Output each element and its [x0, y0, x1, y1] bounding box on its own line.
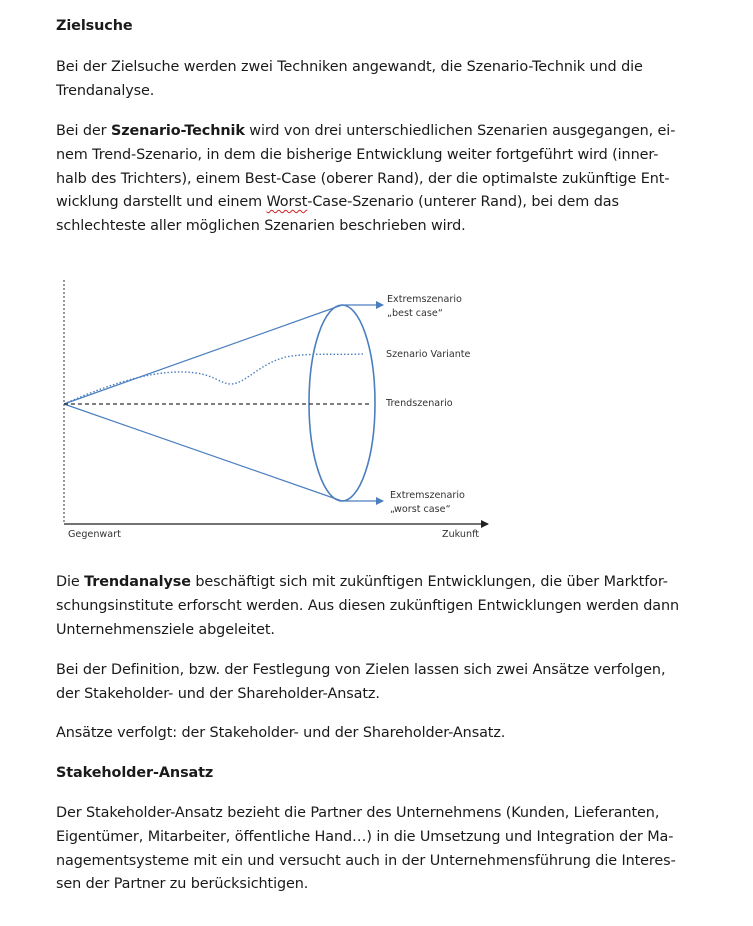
- paragraph-line: der Stakeholder- und der Shareholder-Ansatz.: [56, 686, 380, 702]
- text-run: wicklung darstellt und einem: [56, 194, 267, 210]
- paragraph-line: Bei der Definition, bzw. der Festlegung von Zielen lassen sich zwei Ansätze verfolgen,: [56, 662, 666, 678]
- heading-zielsuche: Zielsuche: [56, 18, 133, 34]
- variant-curve: [64, 354, 363, 404]
- term-trendanalyse: Trendanalyse: [84, 574, 191, 590]
- paragraph-line: schungsinstitute erforscht werden. Aus diesen zukünftigen Entwicklungen werden dann: [56, 598, 680, 614]
- label-extremszenario-worst: Extremszenario: [390, 490, 465, 501]
- best-case-line: [64, 305, 342, 404]
- paragraph-line: [56, 190, 619, 214]
- paragraph-line: Der Stakeholder-Ansatz bezieht die Partner des Unternehmens (Kunden, Lieferanten,: [56, 805, 660, 821]
- paragraph-line: [56, 119, 675, 143]
- paragraph-line: nem Trend-Szenario, in dem die bisherige Entwicklung weiter fortgeführt wird (inner-: [56, 147, 659, 163]
- worst-case-line: [64, 404, 342, 501]
- label-extremszenario-best: Extremszenario: [387, 294, 462, 305]
- paragraph-line: Unternehmensziele abgeleitet.: [56, 622, 275, 638]
- label-zukunft: Zukunft: [442, 529, 480, 540]
- paragraph-line: nagementsysteme mit ein und versucht auch in der Unternehmensführung die Interes-: [56, 853, 676, 869]
- label-best-case: „best case“: [387, 308, 443, 319]
- paragraph-line: sen der Partner zu berücksichtigen.: [56, 876, 309, 892]
- paragraph-line: schlechteste aller möglichen Szenarien beschrieben wird.: [56, 218, 466, 234]
- text-run: Bei der: [56, 123, 111, 139]
- paragraph-line: halb des Trichters), einem Best-Case (oberer Rand), der die optimalste zukünftige Ent-: [56, 171, 670, 187]
- text-run: wird von drei unterschiedlichen Szenarien ausgegangen, ei-: [244, 123, 676, 139]
- text-run: Die: [56, 574, 85, 590]
- label-gegenwart: Gegenwart: [68, 529, 121, 540]
- heading-stakeholder-ansatz: Stakeholder-Ansatz: [56, 765, 214, 781]
- scenario-funnel-figure: [56, 276, 496, 546]
- paragraph-line: Bei der Zielsuche werden zwei Techniken angewandt, die Szenario-Technik und die: [56, 59, 643, 75]
- spelling-error-word[interactable]: Worst: [266, 194, 308, 210]
- text-run: beschäftigt sich mit zukünftigen Entwicklungen, die über Marktfor-: [190, 574, 668, 590]
- funnel-ellipse: [309, 305, 375, 501]
- label-worst-case: „worst case“: [390, 504, 451, 515]
- paragraph-line: Eigentümer, Mitarbeiter, öffentliche Hand…) in die Umsetzung und Integration der Ma-: [56, 829, 674, 845]
- paragraph-line: Ansätze verfolgt: der Stakeholder- und der Shareholder-Ansatz.: [56, 725, 506, 741]
- text-run: -Case-Szenario (unterer Rand), bei dem das: [307, 194, 619, 210]
- label-trendszenario: Trendszenario: [386, 398, 453, 409]
- paragraph-line: [56, 570, 668, 594]
- label-szenario-variante: Szenario Variante: [386, 349, 471, 360]
- term-szenario-technik: Szenario-Technik: [110, 123, 245, 139]
- paragraph-line: Trendanalyse.: [56, 83, 155, 99]
